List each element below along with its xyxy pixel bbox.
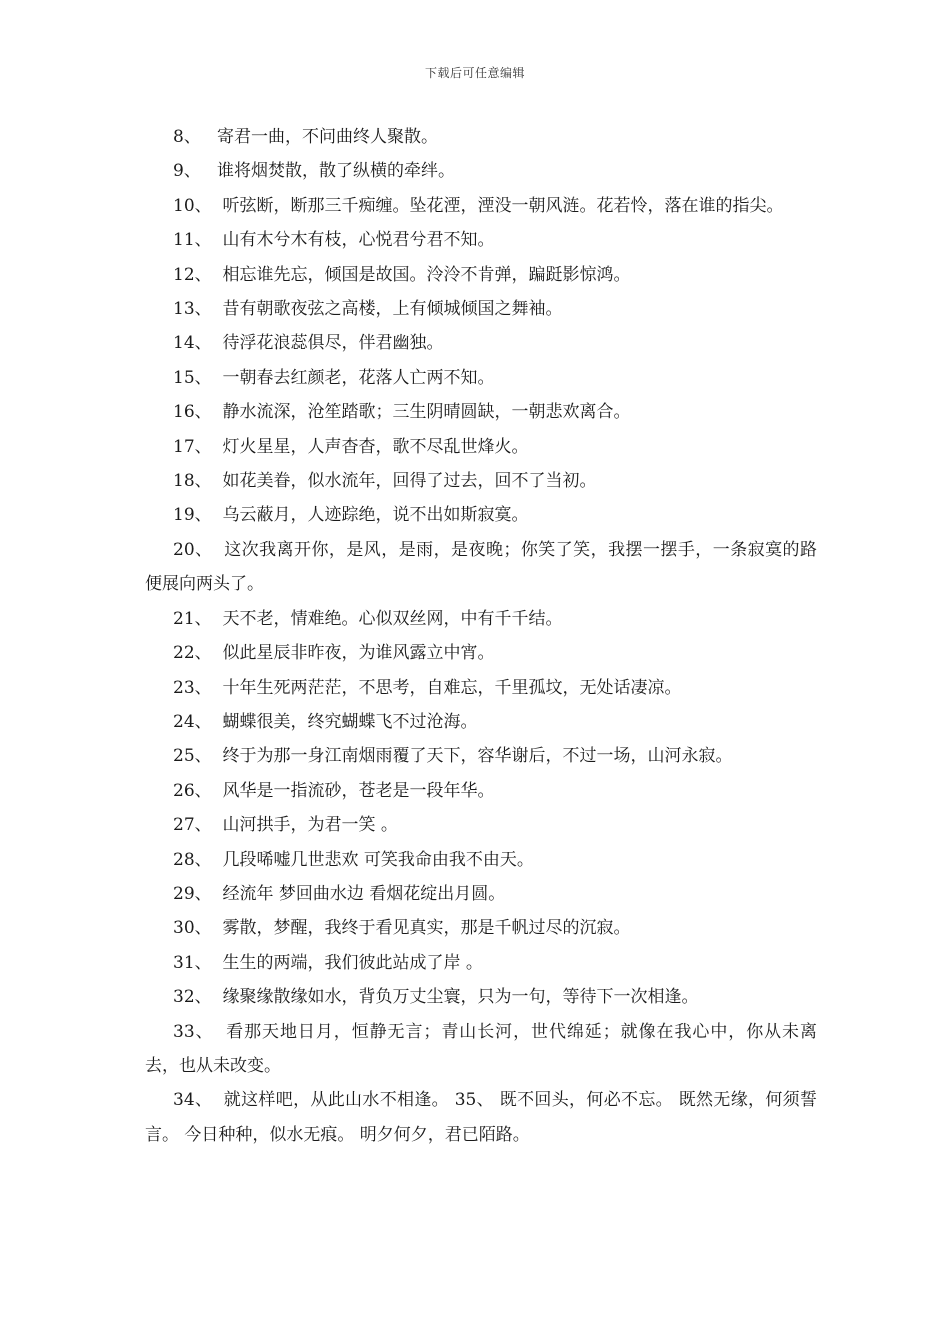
- item-text: 相忘谁先忘，倾国是故国。泠泠不肯弹，蹁跹影惊鸿。: [222, 264, 631, 285]
- item-text: 雾散，梦醒，我终于看见真实，那是千帆过尽的沉寂。: [222, 918, 631, 939]
- item-number: 9、: [173, 161, 201, 182]
- item-number: 33、: [173, 1021, 214, 1042]
- list-item: [145, 739, 817, 773]
- item-text: 十年生死两茫茫，不思考，自难忘，千里孤坟，无处话凄凉。: [222, 677, 682, 698]
- item-number: 24、: [173, 711, 212, 732]
- page-header: 下载后可任意编辑: [424, 66, 525, 80]
- list-item: [145, 154, 817, 188]
- item-number: 30、: [173, 918, 212, 939]
- list-item: [145, 774, 817, 808]
- item-number: 14、: [173, 333, 212, 354]
- item-number: 29、: [173, 883, 212, 904]
- item-text: 几段唏嘘几世悲欢 可笑我命由我不由天。: [222, 849, 534, 870]
- item-number: 8、: [173, 127, 201, 147]
- list-item: [145, 326, 817, 360]
- item-number: 20、: [173, 539, 213, 560]
- item-number: 32、: [173, 987, 212, 1008]
- list-item: [145, 223, 817, 257]
- item-text: 乌云蔽月，人迹踪绝，说不出如斯寂寞。: [222, 505, 529, 526]
- item-number: 28、: [173, 849, 212, 870]
- item-text: 静水流深，沧笙踏歌；三生阴晴圆缺，一朝悲欢离合。: [222, 402, 631, 423]
- item-text: 看那天地日月，恒静无言；青山长河，世代绵延；就像在我心中，你从未离去，也从未改变。: [145, 1021, 817, 1076]
- item-number: 34、: [173, 1090, 213, 1111]
- item-number: 21、: [173, 608, 212, 629]
- item-text: 就这样吧，从此山水不相逢。 35、 既不回头，何必不忘。 既然无缘，何须誓言。 今日种种，似水无痕。 明夕何夕，君已陌路。: [145, 1090, 818, 1145]
- list-item: [145, 636, 817, 670]
- list-item: [145, 1015, 817, 1084]
- item-number: 16、: [173, 402, 212, 423]
- item-text: 风华是一指流砂，苍老是一段年华。: [222, 780, 495, 801]
- item-number: 11、: [173, 230, 212, 251]
- list-item: [145, 808, 817, 842]
- item-number: 10、: [173, 195, 212, 216]
- item-text: 蝴蝶很美，终究蝴蝶飞不过沧海。: [222, 711, 478, 732]
- list-item: [145, 498, 817, 532]
- list-item: [145, 980, 817, 1014]
- list-item: [145, 189, 817, 223]
- item-number: 27、: [173, 815, 212, 836]
- list-item: [145, 361, 817, 395]
- item-text: 山有木兮木有枝，心悦君兮君不知。: [222, 230, 495, 251]
- list-item: [145, 464, 817, 498]
- list-item: [145, 911, 817, 945]
- item-number: 23、: [173, 677, 212, 698]
- list-item: [145, 533, 817, 602]
- item-text: 这次我离开你，是风，是雨，是夜晚；你笑了笑，我摆一摆手，一条寂寞的路便展向两头了。: [145, 539, 817, 595]
- list-item: [145, 395, 817, 429]
- list-item: [145, 671, 817, 705]
- list-item: [145, 1083, 817, 1152]
- item-number: 12、: [173, 264, 212, 285]
- item-number: 22、: [173, 643, 212, 664]
- list-item: [145, 843, 817, 877]
- list-item: [145, 705, 817, 739]
- item-number: 13、: [173, 299, 212, 320]
- item-number: 15、: [173, 367, 212, 388]
- item-text: 听弦断，断那三千痴缠。坠花湮，湮没一朝风涟。花若怜，落在谁的指尖。: [222, 195, 784, 216]
- list-item: [145, 602, 817, 636]
- item-text: 山河拱手，为君一笑 。: [222, 815, 398, 836]
- item-number: 18、: [173, 471, 212, 492]
- item-number: 19、: [173, 505, 212, 526]
- item-text: 生生的两端，我们彼此站成了岸 。: [222, 952, 483, 973]
- item-text: 天不老，情难绝。心似双丝网，中有千千结。: [222, 608, 563, 629]
- item-text: 谁将烟焚散，散了纵横的牵绊。: [217, 161, 456, 182]
- item-text: 终于为那一身江南烟雨覆了天下，容华谢后，不过一场，山河永寂。: [222, 746, 733, 767]
- list-item: [145, 258, 817, 292]
- item-text: 缘聚缘散缘如水，背负万丈尘寰，只为一句，等待下一次相逢。: [222, 987, 699, 1008]
- item-number: 26、: [173, 780, 212, 801]
- item-text: 如花美眷，似水流年，回得了过去，回不了当初。: [222, 471, 597, 492]
- item-text: 经流年 梦回曲水边 看烟花绽出月圆。: [222, 883, 506, 904]
- item-text: 一朝春去红颜老，花落人亡两不知。: [222, 367, 495, 388]
- item-text: 灯火星星，人声杳杳，歌不尽乱世烽火。: [222, 436, 529, 457]
- item-number: 31、: [173, 952, 212, 973]
- item-text: 寄君一曲，不问曲终人聚散。: [217, 127, 439, 147]
- quote-list: [145, 120, 817, 1152]
- list-item: [145, 292, 817, 326]
- item-number: 25、: [173, 746, 212, 767]
- item-text: 昔有朝歌夜弦之高楼，上有倾城倾国之舞袖。: [222, 299, 563, 320]
- item-text: 待浮花浪蕊俱尽，伴君幽独。: [222, 333, 444, 354]
- list-item: [145, 430, 817, 464]
- list-item: [145, 877, 817, 911]
- item-number: 17、: [173, 436, 212, 457]
- item-text: 似此星辰非昨夜，为谁风露立中宵。: [222, 643, 495, 664]
- list-item: [145, 946, 817, 980]
- list-item: [145, 120, 817, 154]
